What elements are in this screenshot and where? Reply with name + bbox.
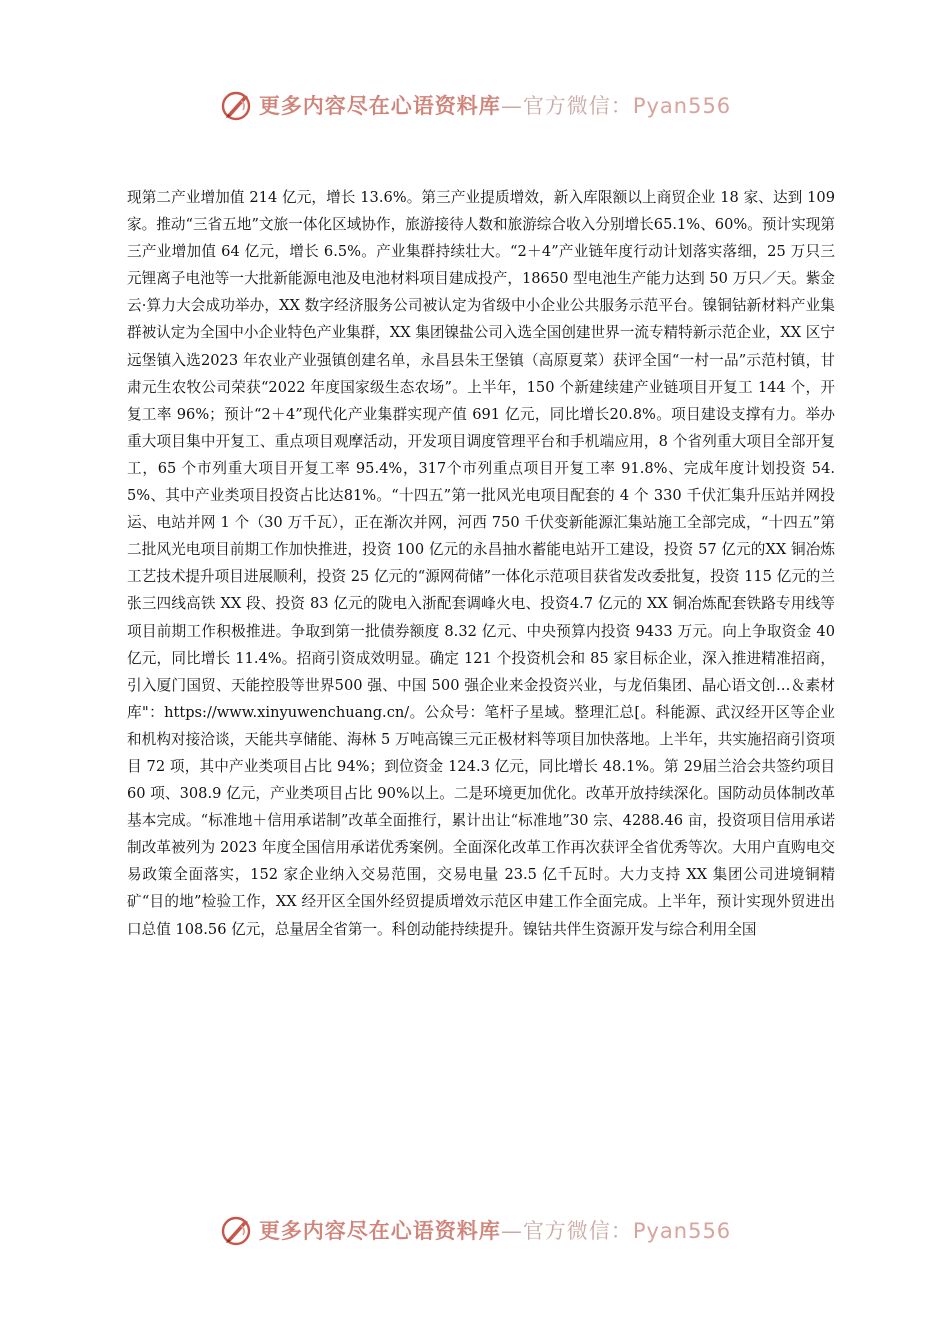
- document-body: [127, 184, 835, 943]
- pen-logo-icon: [219, 1212, 255, 1248]
- footer-text: [259, 1215, 731, 1245]
- footer-watermark: [0, 1208, 950, 1252]
- header-brand: 更多内容尽在心语资料库: [258, 94, 501, 118]
- footer-dash: —: [500, 1219, 523, 1243]
- footer-label: 官方微信：: [522, 1219, 633, 1243]
- header-wechat-id: Pyan556: [632, 94, 732, 118]
- pen-logo-icon: [219, 87, 255, 123]
- footer-wechat-id: Pyan556: [632, 1219, 732, 1243]
- footer-brand: 更多内容尽在心语资料库: [258, 1219, 501, 1243]
- body-paragraph: 现第二产业增加值 214 亿元，增长 13.6%。第三产业提质增效，新入库限额以上商贸企业 18 家、达到 109 家。推动“三省五地”文旅一体化区域协作，旅游接待人数和旅游综合收入分别增长65.1%、60%。预计实现第三产业增加值 64 亿元，增长 6.5%。产业集群持续壮大。“2＋4”产业链年度行动计划落实落细，25 万只三元锂离子电池等一大批新能源电池及电池材料项目建成投产，18650 型电池生产能力达到 50 万只／天。紫金云·算力大会成功举办，XX 数字经济服务公司被认定为省级中小企业公共服务示范平台。镍铜钴新材料产业集群被认定为全国中小企业特色产业集群，XX 集团镍盐公司入选全国创建世界一流专精特新示范企业，XX 区宁远堡镇入选2023 年农业产业强镇创建名单，永昌县朱王堡镇（高原夏菜）获评全国“一村一品”示范村镇，甘肃元生农牧公司荣获“2022 年度国家级生态农场”。上半年，150 个新建续建产业链项目开复工 144 个，开复工率 96%；预计“2＋4”现代化产业集群实现产值 691 亿元，同比增长20.8%。项目建设支撑有力。举办重大项目集中开复工、重点项目观摩活动，开发项目调度管理平台和手机端应用，8 个省列重大项目全部开复工，65 个市列重大项目开复工率 95.4%，317个市列重点项目开复工率 91.8%、完成年度计划投资 54.5%、其中产业类项目投资占比达81%。“十四五”第一批风光电项目配套的 4 个 330 千伏汇集升压站并网投运、电站并网 1 个（30 万千瓦），正在渐次并网，河西 750 千伏变新能源汇集站施工全部完成，“十四五”第二批风光电项目前期工作加快推进，投资 100 亿元的永昌抽水蓄能电站开工建设，投资 57 亿元的XX 铜冶炼工艺技术提升项目进展顺利，投资 25 亿元的“源网荷储”一体化示范项目获省发改委批复，投资 115 亿元的兰张三四线高铁 XX 段、投资 83 亿元的陇电入浙配套调峰火电、投资4.7 亿元的 XX 铜冶炼配套铁路专用线等项目前期工作积极推进。争取到第一批债券额度 8.32 亿元、中央预算内投资 9433 万元。向上争取资金 40 亿元，同比增长 11.4%。招商引资成效明显。确定 121 个投资机会和 85 家目标企业，深入推进精准招商，引入厦门国贸、天能控股等世界500 强、中国 500 强企业来金投资兴业，与龙佰集团、晶心语文创…＆素材库"：https://www.xinyuwenchuang.cn/。公众号：笔杆子星域。整理汇总[。科能源、武汉经开区等企业和机构对接洽谈，天能共享储能、海林 5 万吨高镍三元正极材料等项目加快落地。上半年，共实施招商引资项目 72 项，其中产业类项目占比 94%；到位资金 124.3 亿元，同比增长 48.1%。第 29届兰洽会共签约项目 60 项、308.9 亿元，产业类项目占比 90%以上。二是环境更加优化。改革开放持续深化。国防动员体制改革基本完成。“标准地＋信用承诺制”改革全面推行，累计出让“标准地”30 宗、4288.46 亩，投资项目信用承诺制改革被列为 2023 年度全国信用承诺优秀案例。全面深化改革工作再次获评全省优秀等次。大用户直购电交易政策全面落实，152 家企业纳入交易范围，交易电量 23.5 亿千瓦时。大力支持 XX 集团公司进境铜精矿“目的地”检验工作，XX 经开区全国外经贸提质增效示范区申建工作全面完成。上半年，预计实现外贸进出口总值 108.56 亿元，总量居全省第一。科创动能持续提升。镍钴共伴生资源开发与综合利用全国: [127, 189, 835, 938]
- header-dash: —: [500, 94, 523, 118]
- header-label: 官方微信：: [522, 94, 633, 118]
- header-watermark: [0, 83, 950, 127]
- header-text: [259, 90, 731, 120]
